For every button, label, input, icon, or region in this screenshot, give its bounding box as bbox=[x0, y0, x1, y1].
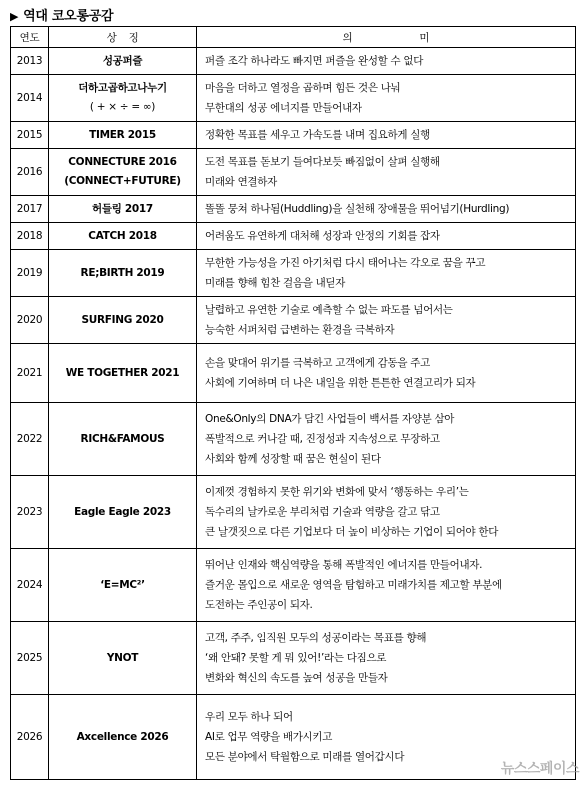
table-row bbox=[11, 149, 576, 196]
table-row bbox=[11, 695, 576, 780]
motto-line: SURFING 2020 bbox=[81, 313, 164, 326]
motto-line: Axcellence 2026 bbox=[76, 730, 169, 743]
motto-line: YNOT bbox=[106, 651, 139, 664]
meaning-cell bbox=[197, 75, 576, 122]
table-row bbox=[11, 403, 576, 476]
table-row bbox=[11, 75, 576, 122]
motto-cell bbox=[49, 149, 197, 196]
motto-line: 허들링 2017 bbox=[92, 202, 153, 215]
motto-line: RE;BIRTH 2019 bbox=[80, 266, 165, 279]
meaning-line: 폭발적으로 커나갈 때, 진정성과 지속성으로 무장하고 bbox=[205, 433, 440, 445]
motto-line: ‘E=MC²’ bbox=[100, 578, 145, 591]
column-header-meaning: 의 미 bbox=[197, 27, 576, 48]
meaning-cell bbox=[197, 48, 576, 75]
meaning-line: One&Only의 DNA가 담긴 사업들이 백서를 자양분 삼아 bbox=[205, 413, 455, 425]
motto-line: CONNECTURE 2016 bbox=[68, 156, 177, 168]
table-row bbox=[11, 196, 576, 223]
meaning-line: 우리 모두 하나 되어 bbox=[205, 711, 293, 723]
meaning-line: 똘똘 뭉쳐 하나됨(Huddling)을 실천해 장애물을 뛰어넘기(Hurdling) bbox=[205, 203, 510, 215]
meaning-line: 도전하는 주인공이 되자. bbox=[205, 599, 313, 611]
table-row bbox=[11, 48, 576, 75]
motto-history-table bbox=[10, 26, 576, 780]
meaning-line: 뛰어난 인재와 핵심역량을 통해 폭발적인 에너지를 만들어내자. bbox=[205, 559, 483, 571]
meaning-line: 미래와 연결하자 bbox=[205, 176, 277, 188]
meaning-line: 변화와 혁신의 속도를 높여 성공을 만들자 bbox=[205, 672, 388, 684]
year-cell: 2014 bbox=[11, 75, 49, 122]
year-cell: 2017 bbox=[11, 196, 49, 223]
meaning-cell bbox=[197, 149, 576, 196]
meaning-cell bbox=[197, 476, 576, 549]
table-row bbox=[11, 122, 576, 149]
year-cell: 2015 bbox=[11, 122, 49, 149]
motto-line: ( + × ÷ = ∞) bbox=[89, 101, 156, 113]
table-row bbox=[11, 223, 576, 250]
meaning-line: 독수리의 날카로운 부리처럼 기술과 역량을 갈고 닦고 bbox=[205, 506, 440, 518]
year-cell: 2025 bbox=[11, 622, 49, 695]
meaning-line: 날렵하고 유연한 기술로 예측할 수 없는 파도를 넘어서는 bbox=[205, 304, 453, 316]
meaning-line: AI로 업무 역량을 배가시키고 bbox=[205, 731, 333, 743]
meaning-line: 큰 날갯짓으로 다른 기업보다 더 높이 비상하는 기업이 되어야 한다 bbox=[205, 526, 499, 538]
meaning-line: 어려움도 유연하게 대처해 성장과 안정의 기회를 잡자 bbox=[205, 230, 440, 242]
meaning-line: 마음을 더하고 열정을 곱하며 힘든 것은 나눠 bbox=[205, 82, 401, 94]
year-cell: 2013 bbox=[11, 48, 49, 75]
year-cell: 2021 bbox=[11, 344, 49, 403]
meaning-cell bbox=[197, 122, 576, 149]
meaning-line: 즐거운 몰입으로 새로운 영역을 탐험하고 미래가치를 제고할 부분에 bbox=[205, 579, 502, 591]
meaning-line: 무한대의 성공 에너지를 만들어내자 bbox=[205, 102, 362, 114]
motto-cell bbox=[49, 695, 197, 780]
motto-cell bbox=[49, 403, 197, 476]
triangle-bullet-icon: ▶ bbox=[10, 10, 19, 23]
motto-line: CATCH 2018 bbox=[88, 229, 157, 242]
meaning-line: ‘왜 안돼? 못할 게 뭐 있어!’라는 다짐으로 bbox=[205, 652, 387, 664]
watermark-logo: 뉴스스페이스 bbox=[500, 761, 579, 777]
meaning-cell bbox=[197, 297, 576, 344]
section-heading bbox=[10, 5, 113, 24]
table-row bbox=[11, 344, 576, 403]
year-cell: 2026 bbox=[11, 695, 49, 780]
year-cell: 2019 bbox=[11, 250, 49, 297]
motto-cell bbox=[49, 75, 197, 122]
motto-cell bbox=[49, 48, 197, 75]
motto-cell bbox=[49, 223, 197, 250]
motto-line: 성공퍼즐 bbox=[102, 54, 143, 67]
motto-line: TIMER 2015 bbox=[89, 128, 156, 141]
table-row bbox=[11, 476, 576, 549]
motto-cell bbox=[49, 122, 197, 149]
heading-title: 역대 코오롱공감 bbox=[23, 9, 114, 24]
motto-line: (CONNECT+FUTURE) bbox=[64, 175, 181, 187]
meaning-cell bbox=[197, 549, 576, 622]
meaning-line: 능숙한 서퍼처럼 급변하는 환경을 극복하자 bbox=[205, 324, 395, 336]
table-row bbox=[11, 549, 576, 622]
motto-cell bbox=[49, 622, 197, 695]
motto-cell bbox=[49, 549, 197, 622]
motto-cell bbox=[49, 344, 197, 403]
meaning-cell bbox=[197, 250, 576, 297]
meaning-line: 손을 맞대어 위기를 극복하고 고객에게 감동을 주고 bbox=[205, 357, 430, 369]
meaning-line: 정확한 목표를 세우고 가속도를 내며 집요하게 실행 bbox=[205, 129, 430, 141]
meaning-line: 퍼즐 조각 하나라도 빠지면 퍼즐을 완성할 수 없다 bbox=[205, 55, 424, 67]
meaning-line: 도전 목표를 돋보기 들여다보듯 빠짐없이 살펴 실행해 bbox=[205, 156, 440, 168]
table-header-row bbox=[11, 27, 576, 48]
year-cell: 2018 bbox=[11, 223, 49, 250]
year-cell: 2022 bbox=[11, 403, 49, 476]
year-cell: 2020 bbox=[11, 297, 49, 344]
table-row bbox=[11, 622, 576, 695]
year-cell: 2024 bbox=[11, 549, 49, 622]
meaning-cell bbox=[197, 196, 576, 223]
meaning-line: 이제껏 경험하지 못한 위기와 변화에 맞서 ‘행동하는 우리’는 bbox=[205, 486, 469, 498]
column-header-year: 연도 bbox=[11, 27, 49, 48]
meaning-line: 무한한 가능성을 가진 아기처럼 다시 태어나는 각오로 꿈을 꾸고 bbox=[205, 257, 486, 269]
table-row bbox=[11, 250, 576, 297]
meaning-line: 사회와 함께 성장할 때 꿈은 현실이 된다 bbox=[205, 453, 381, 465]
motto-cell bbox=[49, 196, 197, 223]
meaning-cell bbox=[197, 403, 576, 476]
table-row bbox=[11, 297, 576, 344]
motto-cell bbox=[49, 250, 197, 297]
motto-line: 더하고곱하고나누기 bbox=[78, 82, 167, 94]
meaning-line: 고객, 주주, 임직원 모두의 성공이라는 목표를 향해 bbox=[205, 632, 427, 644]
motto-cell bbox=[49, 297, 197, 344]
motto-line: WE TOGETHER 2021 bbox=[65, 366, 180, 379]
meaning-cell bbox=[197, 622, 576, 695]
meaning-line: 미래를 향해 힘찬 걸음을 내딛자 bbox=[205, 277, 346, 289]
motto-cell bbox=[49, 476, 197, 549]
meaning-cell bbox=[197, 223, 576, 250]
meaning-line: 사회에 기여하며 더 나은 내일을 위한 튼튼한 연결고리가 되자 bbox=[205, 377, 476, 389]
motto-line: Eagle Eagle 2023 bbox=[74, 505, 171, 518]
column-header-symbol: 상 징 bbox=[49, 27, 197, 48]
motto-line: RICH&FAMOUS bbox=[80, 432, 165, 445]
meaning-cell bbox=[197, 344, 576, 403]
meaning-line: 모든 분야에서 탁월함으로 미래를 열어갑시다 bbox=[205, 751, 405, 763]
year-cell: 2023 bbox=[11, 476, 49, 549]
year-cell: 2016 bbox=[11, 149, 49, 196]
